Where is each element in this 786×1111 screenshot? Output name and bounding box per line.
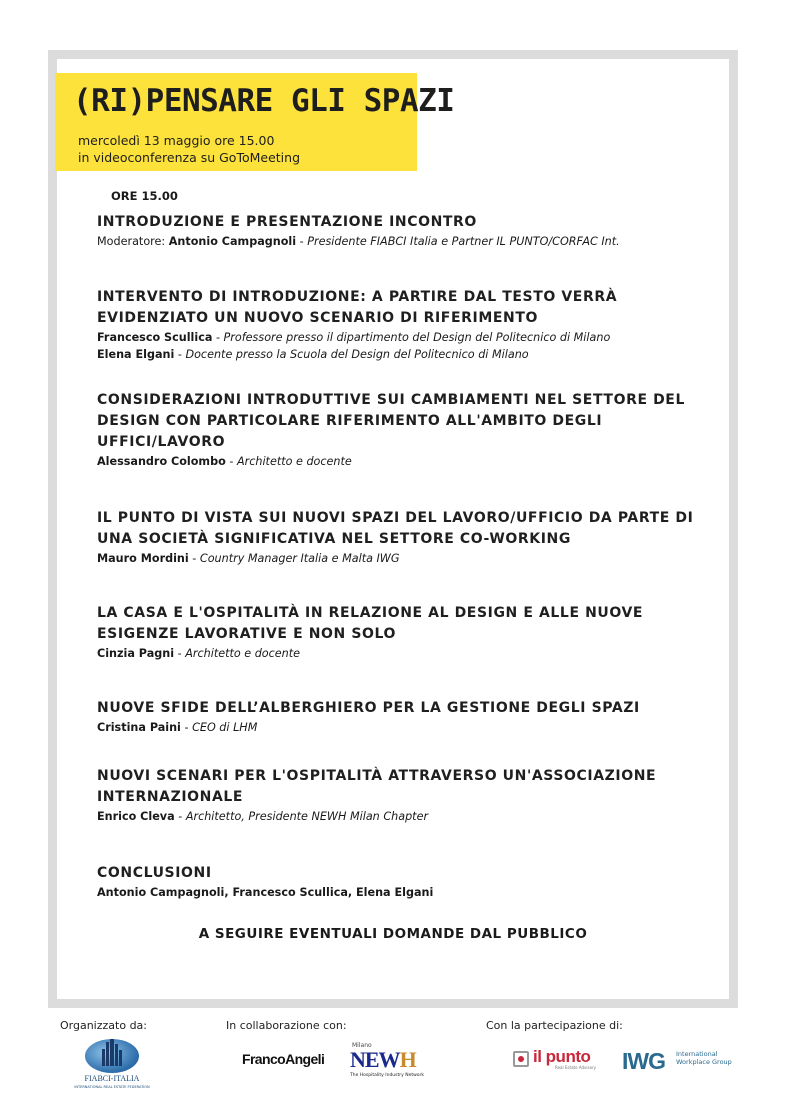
francoangeli-logo: FrancoAngeli <box>242 1051 325 1067</box>
agenda-item-title: CONCLUSIONI <box>97 865 212 881</box>
speaker-sep: - <box>225 455 237 468</box>
organized-by-label: Organizzato da: <box>60 1019 147 1032</box>
iwg-logo <box>622 1048 732 1078</box>
iwg-wordmark: IWG <box>622 1048 665 1074</box>
page-title: (RI)PENSARE GLI SPAZI <box>73 83 455 119</box>
agenda-item-title: INTERVENTO DI INTRODUZIONE: A PARTIRE DAL TESTO VERRÀ EVIDENZIATO UN NUOVO SCENARIO DI RIFERIMENTO <box>97 289 618 326</box>
agenda-item <box>97 508 707 567</box>
agenda-item-title: CONSIDERAZIONI INTRODUTTIVE SUI CAMBIAMENTI NEL SETTORE DEL DESIGN CON PARTICOLARE RIFERIMENTO ALL'AMBITO DEGLI UFFICI/LAVORO <box>97 392 685 450</box>
speaker-line <box>97 550 707 567</box>
header-banner <box>55 73 455 171</box>
speaker-name: Antonio Campagnoli, Francesco Scullica, Elena Elgani <box>97 886 434 899</box>
speaker-role: Country Manager Italia e Malta IWG <box>199 552 400 565</box>
agenda-item-title: NUOVI SCENARI PER L'OSPITALITÀ ATTRAVERSO UN'ASSOCIAZIONE INTERNAZIONALE <box>97 768 657 805</box>
closing-note: A SEGUIRE EVENTUALI DOMANDE DAL PUBBLICO <box>198 926 588 942</box>
agenda-item <box>97 287 707 363</box>
speaker-line <box>97 884 707 901</box>
agenda-item-title: IL PUNTO DI VISTA SUI NUOVI SPAZI DEL LAVORO/UFFICIO DA PARTE DI UNA SOCIETÀ SIGNIFICATIVA NEL SETTORE CO-WORKING <box>97 510 694 547</box>
agenda-item-title: LA CASA E L'OSPITALITÀ IN RELAZIONE AL DESIGN E ALLE NUOVE ESIGENZE LAVORATIVE E NON SOLO <box>97 605 644 642</box>
speaker-name: Elena Elgani <box>97 348 175 361</box>
event-date: mercoledì 13 maggio ore 15.00 <box>78 133 275 148</box>
event-venue: in videoconferenza su GoToMeeting <box>78 150 301 165</box>
speaker-sep: - <box>174 810 186 823</box>
speaker-line <box>97 808 707 825</box>
speaker-name: Antonio Campagnoli <box>168 235 297 248</box>
newh-wordmark: NEWH <box>350 1047 416 1072</box>
newh-logo <box>350 1042 424 1082</box>
participation-label: Con la partecipazione di: <box>486 1019 623 1032</box>
speaker-role: Architetto, Presidente NEWH Milan Chapter <box>185 810 429 823</box>
globe-icon <box>84 1038 140 1074</box>
speaker-sep: - <box>212 331 224 344</box>
speaker-sep: - <box>174 647 186 660</box>
speaker-name: Francesco Scullica <box>97 331 213 344</box>
newh-city: Milano <box>352 1042 372 1049</box>
speaker-name: Alessandro Colombo <box>97 455 226 468</box>
ilpunto-logo <box>513 1049 603 1073</box>
ilpunto-mark-icon <box>513 1051 529 1067</box>
speaker-line <box>97 719 707 736</box>
ilpunto-wordmark: il punto <box>533 1047 591 1066</box>
agenda-item-title: INTRODUZIONE E PRESENTAZIONE INCONTRO <box>97 214 477 230</box>
speaker-line <box>97 346 707 363</box>
fiabci-name: FIABCI-ITALIA <box>84 1074 140 1083</box>
speaker-role: Presidente FIABCI Italia e Partner IL PUNTO/CORFAC Int. <box>307 235 620 248</box>
agenda-item <box>97 863 707 901</box>
speaker-role: Architetto e docente <box>185 647 301 660</box>
speaker-role: Professore presso il dipartimento del Design del Politecnico di Milano <box>223 331 611 344</box>
speaker-line <box>97 233 707 250</box>
fiabci-logo <box>72 1038 152 1090</box>
speaker-name: Enrico Cleva <box>97 810 175 823</box>
fiabci-subtitle: INTERNATIONAL REAL ESTATE FEDERATION <box>74 1085 150 1089</box>
speaker-sep: - <box>188 552 200 565</box>
speaker-prefix: Moderatore: <box>97 235 169 248</box>
agenda-item <box>97 212 707 250</box>
agenda-item <box>97 698 707 736</box>
agenda-item <box>97 766 707 825</box>
speaker-sep: - <box>174 348 186 361</box>
agenda-item <box>97 390 707 470</box>
speaker-sep: - <box>296 235 308 248</box>
start-time-label: ORE 15.00 <box>111 189 178 203</box>
agenda-item-title: NUOVE SFIDE DELL’ALBERGHIERO PER LA GESTIONE DEGLI SPAZI <box>97 700 640 716</box>
agenda-item <box>97 603 707 662</box>
iwg-subtitle: International Workplace Group <box>676 1050 732 1066</box>
speaker-line <box>97 645 707 662</box>
speaker-role: Docente presso la Scuola del Design del Politecnico di Milano <box>185 348 529 361</box>
speaker-name: Mauro Mordini <box>97 552 189 565</box>
speaker-sep: - <box>180 721 193 734</box>
speaker-role: Architetto e docente <box>236 455 352 468</box>
ilpunto-subtitle: Real Estate Advisory <box>555 1065 597 1070</box>
speaker-line <box>97 453 707 470</box>
speaker-name: Cinzia Pagni <box>97 647 175 660</box>
speaker-line <box>97 329 707 346</box>
speaker-name: Cristina Paini <box>97 721 181 734</box>
collaboration-label: In collaborazione con: <box>226 1019 347 1032</box>
speaker-role: CEO di LHM <box>192 721 258 734</box>
newh-tagline: The Hospitality Industry Network <box>350 1073 424 1078</box>
